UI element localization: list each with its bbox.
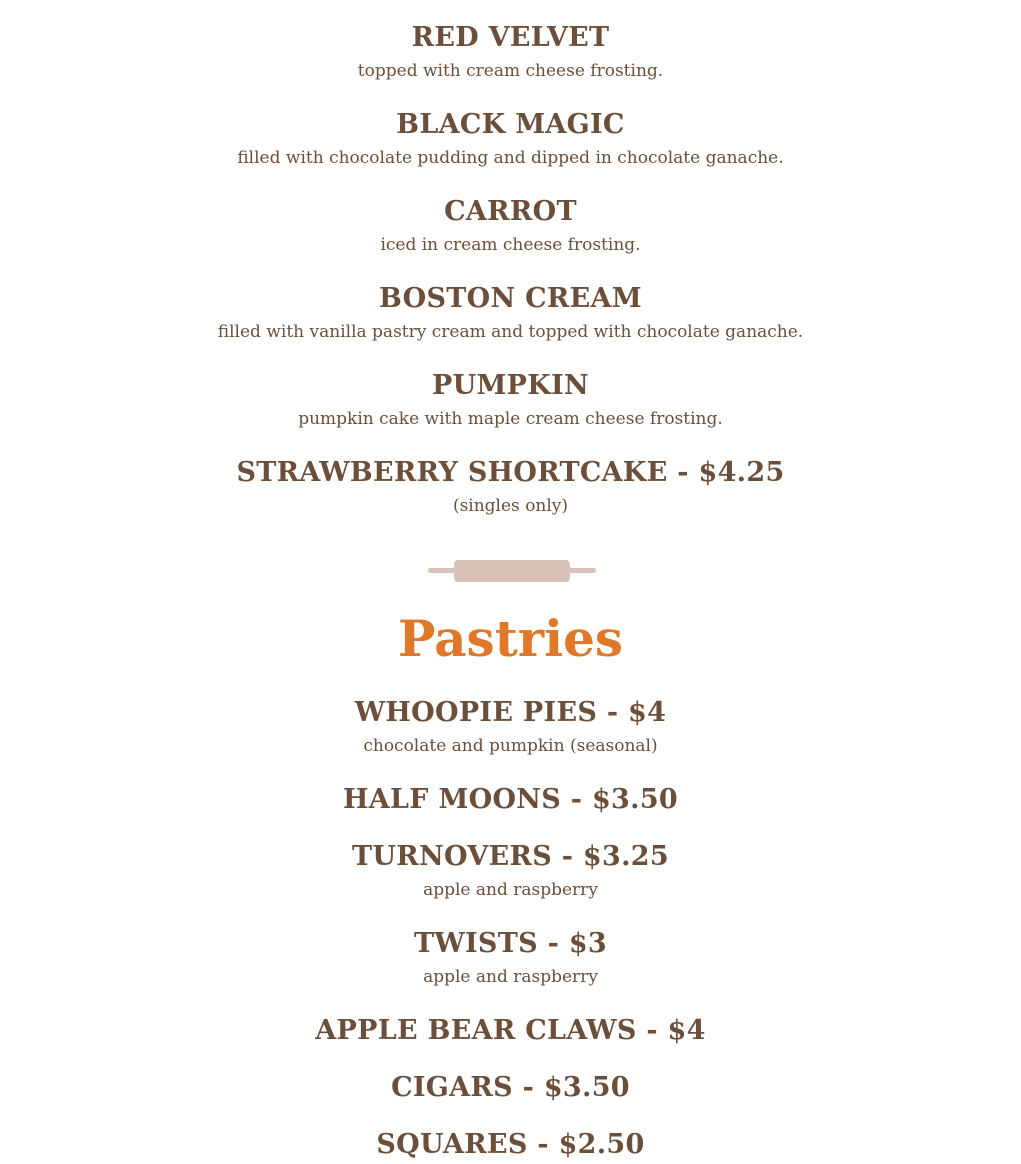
- item-description: pumpkin cake with maple cream cheese frosting.: [298, 409, 723, 429]
- item-name: APPLE BEAR CLAWS - $4: [315, 1015, 706, 1046]
- item-description: apple and raspberry: [423, 967, 598, 987]
- menu-item-twists: [0, 927, 1021, 990]
- item-name: HALF MOONS - $3.50: [342, 784, 679, 815]
- item-name: WHOOPIE PIES - $4: [354, 697, 667, 728]
- menu-item-pumpkin: [0, 369, 1021, 432]
- item-name: TURNOVERS - $3.25: [352, 841, 669, 872]
- rolling-pin-icon: [428, 558, 596, 584]
- menu-item-black-magic: [0, 108, 1021, 171]
- item-name: CIGARS - $3.50: [391, 1072, 630, 1103]
- menu-item-apple-bear-claws: [0, 1014, 1021, 1048]
- item-name: TWISTS - $3: [413, 928, 607, 959]
- item-name: BOSTON CREAM: [379, 283, 642, 314]
- item-description: filled with chocolate pudding and dipped in chocolate ganache.: [237, 148, 784, 168]
- item-name: STRAWBERRY SHORTCAKE - $4.25: [236, 457, 785, 488]
- menu-item-half-moons: [0, 783, 1021, 817]
- item-name: PUMPKIN: [432, 370, 589, 401]
- item-description: topped with cream cheese frosting.: [357, 61, 664, 81]
- item-description: iced in cream cheese frosting.: [380, 235, 641, 255]
- item-description: apple and raspberry: [423, 880, 598, 900]
- item-name: RED VELVET: [411, 22, 610, 53]
- item-description: (singles only): [452, 496, 569, 516]
- menu-item-red-velvet: [0, 21, 1021, 84]
- item-name: SQUARES - $2.50: [376, 1129, 645, 1160]
- menu-item-boston-cream: [0, 282, 1021, 345]
- menu-item-squares: [0, 1128, 1021, 1162]
- menu-item-strawberry-shortcake: [0, 456, 1021, 519]
- section-title-pastries: Pastries: [397, 609, 624, 668]
- menu-item-carrot: [0, 195, 1021, 258]
- item-description: filled with vanilla pastry cream and topped with chocolate ganache.: [217, 322, 804, 342]
- menu-item-cigars: [0, 1071, 1021, 1105]
- menu-item-turnovers: [0, 840, 1021, 903]
- item-description: chocolate and pumpkin (seasonal): [363, 736, 658, 756]
- menu-item-whoopie-pies: [0, 696, 1021, 759]
- item-name: BLACK MAGIC: [396, 109, 625, 140]
- item-name: CARROT: [444, 196, 577, 227]
